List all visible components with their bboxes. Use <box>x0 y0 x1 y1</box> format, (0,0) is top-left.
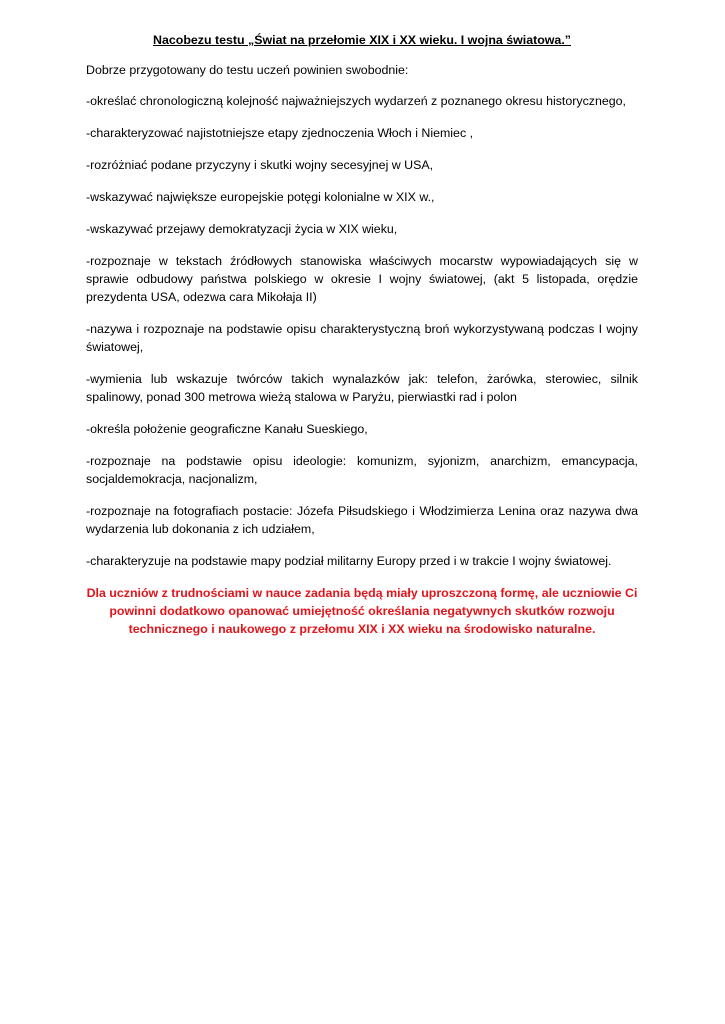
list-item: -wymienia lub wskazuje twórców takich wynalazków jak: telefon, żarówka, sterowiec, silnik spalinowy, ponad 300 metrowa wieżą stalowa w Paryżu, pierwiastki rad i polon <box>86 372 638 404</box>
list-item: -charakteryzuje na podstawie mapy podział militarny Europy przed i w trakcie I wojny światowej. <box>86 554 612 568</box>
list-item: -charakteryzować najistotniejsze etapy zjednoczenia Włoch i Niemiec , <box>86 126 474 140</box>
special-needs-note: Dla uczniów z trudnościami w nauce zadania będą miały uproszczoną formę, ale uczniowie Ci powinni dodatkowo opanować umiejętność określania negatywnych skutków rozwoju technicznego i naukowego z przełomu XIX i XX wieku na środowisko naturalne. <box>86 586 638 636</box>
list-item: -rozpoznaje w tekstach źródłowych stanowiska właściwych mocarstw wypowiadających się w sprawie odbudowy państwa polskiego w okresie I wojny światowej, (akt 5 listopada, orędzie prezydenta USA, odezwa cara Mikołaja II) <box>86 254 638 304</box>
list-item: -nazywa i rozpoznaje na podstawie opisu charakterystyczną broń wykorzystywaną podczas I wojny światowej, <box>86 322 638 354</box>
list-item: -wskazywać przejawy demokratyzacji życia w XIX wieku, <box>86 222 398 236</box>
document-title: Nacobezu testu „Świat na przełomie XIX i XX wieku. I wojna światowa.” <box>153 33 571 47</box>
document-page <box>86 32 638 638</box>
list-item: -rozróżniać podane przyczyny i skutki wojny secesyjnej w USA, <box>86 158 434 172</box>
requirements-list <box>86 92 638 570</box>
list-item: -określać chronologiczną kolejność najważniejszych wydarzeń z poznanego okresu historycznego, <box>86 94 626 108</box>
list-item: -wskazywać największe europejskie potęgi kolonialne w XIX w., <box>86 190 435 204</box>
list-item: -rozpoznaje na fotografiach postacie: Józefa Piłsudskiego i Włodzimierza Lenina oraz nazywa dwa wydarzenia lub dokonania z ich udziałem, <box>86 504 638 536</box>
list-item: -rozpoznaje na podstawie opisu ideologie: komunizm, syjonizm, anarchizm, emancypacja, socjaldemokracja, nacjonalizm, <box>86 454 638 486</box>
intro-text: Dobrze przygotowany do testu uczeń powinien swobodnie: <box>86 63 409 77</box>
list-item: -określa położenie geograficzne Kanału Sueskiego, <box>86 422 368 436</box>
